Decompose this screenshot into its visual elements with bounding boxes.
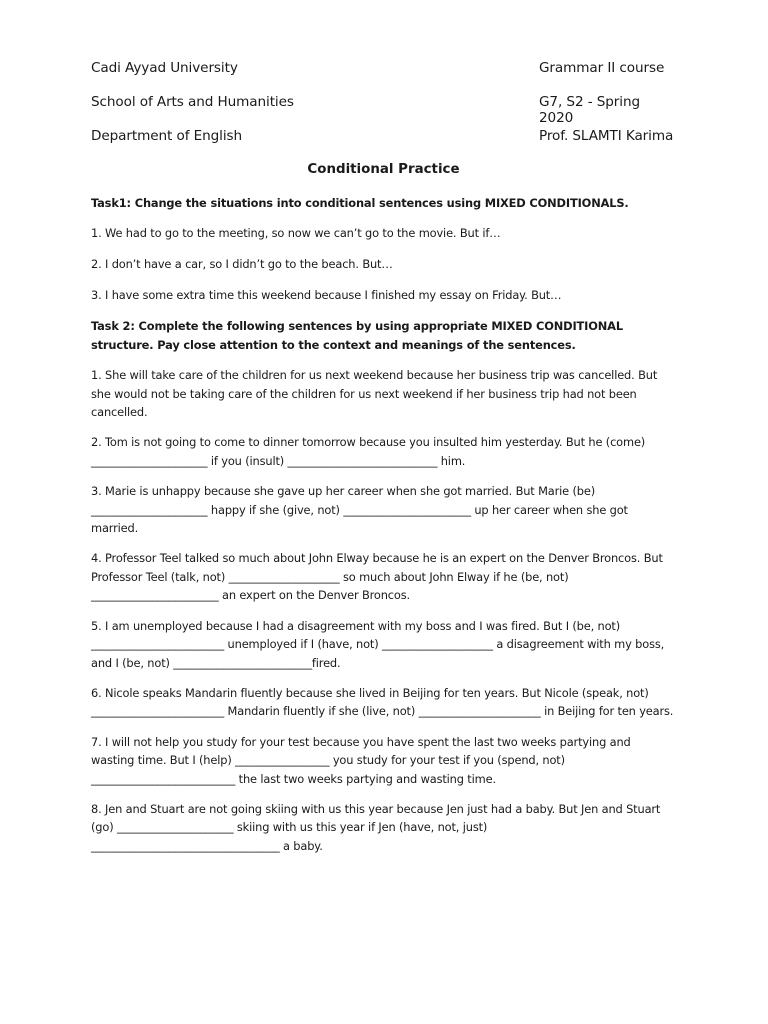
task2-item-7: 7. I will not help you study for your test because you have spent the last two weeks partying and wasting time. But I (help) _________________ you study for your test if you (spend, not) __________________________ the last two weeks partying and wasting time. <box>91 734 631 786</box>
task1-item-2: 2. I don’t have a car, so I didn’t go to the beach. But… <box>91 257 393 272</box>
task2-item-6: 6. Nicole speaks Mandarin fluently because she lived in Beijing for ten years. But Nicole (speak, not) ________________________ Mandarin fluently if she (live, not) ______________________ in Beijing for ten years. <box>91 685 674 719</box>
task2-item-4: 4. Professor Teel talked so much about John Elway because he is an expert on the Denver Broncos. But Professor Teel (talk, not) ____________________ so much about John Elway if he (be, not) _______________________ an expert on the Denver Broncos. <box>91 551 663 603</box>
document-header <box>91 0 676 162</box>
professor-name: Prof. SLAMTI Karima <box>539 128 674 144</box>
school-name: School of Arts and Humanities <box>91 94 294 110</box>
header-row-1 <box>91 60 676 94</box>
course-name: Grammar II course <box>539 60 665 76</box>
task2-item-2: 2. Tom is not going to come to dinner tomorrow because you insulted him yesterday. But he (come) _____________________ if you (insult) ___________________________ him. <box>91 435 646 468</box>
header-row-2 <box>91 94 676 128</box>
page-title: Conditional Practice <box>307 162 460 177</box>
university-name: Cadi Ayyad University <box>91 60 238 76</box>
worksheet-content <box>91 194 676 855</box>
department-name: Department of English <box>91 128 242 144</box>
task2-item-1: 1. She will take care of the children for us next weekend because her business trip was cancelled. But she would not be taking care of the children for us next weekend if her business trip had not been cancelled. <box>91 368 658 420</box>
header-row-3 <box>91 128 676 162</box>
term-info: G7, S2 - Spring 2020 <box>539 94 641 126</box>
task2-item-8: 8. Jen and Stuart are not going skiing with us this year because Jen just had a baby. But Jen and Stuart (go) _____________________ skiing with us this year if Jen (have, not, just) __________________________________ a baby. <box>91 801 661 853</box>
task1-instruction: Task1: Change the situations into conditional sentences using MIXED CONDITIONALS. <box>91 196 629 210</box>
task2-item-3: 3. Marie is unhappy because she gave up her career when she got married. But Marie (be) _____________________ happy if she (give, not) _______________________ up her career when she got married. <box>91 484 628 536</box>
task2-instruction: Task 2: Complete the following sentences by using appropriate MIXED CONDITIONAL structure. Pay close attention to the context and meanings of the sentences. <box>91 319 623 352</box>
task1-item-3: 3. I have some extra time this weekend because I finished my essay on Friday. But… <box>91 288 562 303</box>
task1-item-1: 1. We had to go to the meeting, so now we can’t go to the movie. But if… <box>91 226 501 241</box>
task2-item-5: 5. I am unemployed because I had a disagreement with my boss and I was fired. But I (be, not) ________________________ unemployed if I (have, not) ____________________ a disagreement with my boss, and I (be, not) _________________________fired. <box>91 618 665 670</box>
